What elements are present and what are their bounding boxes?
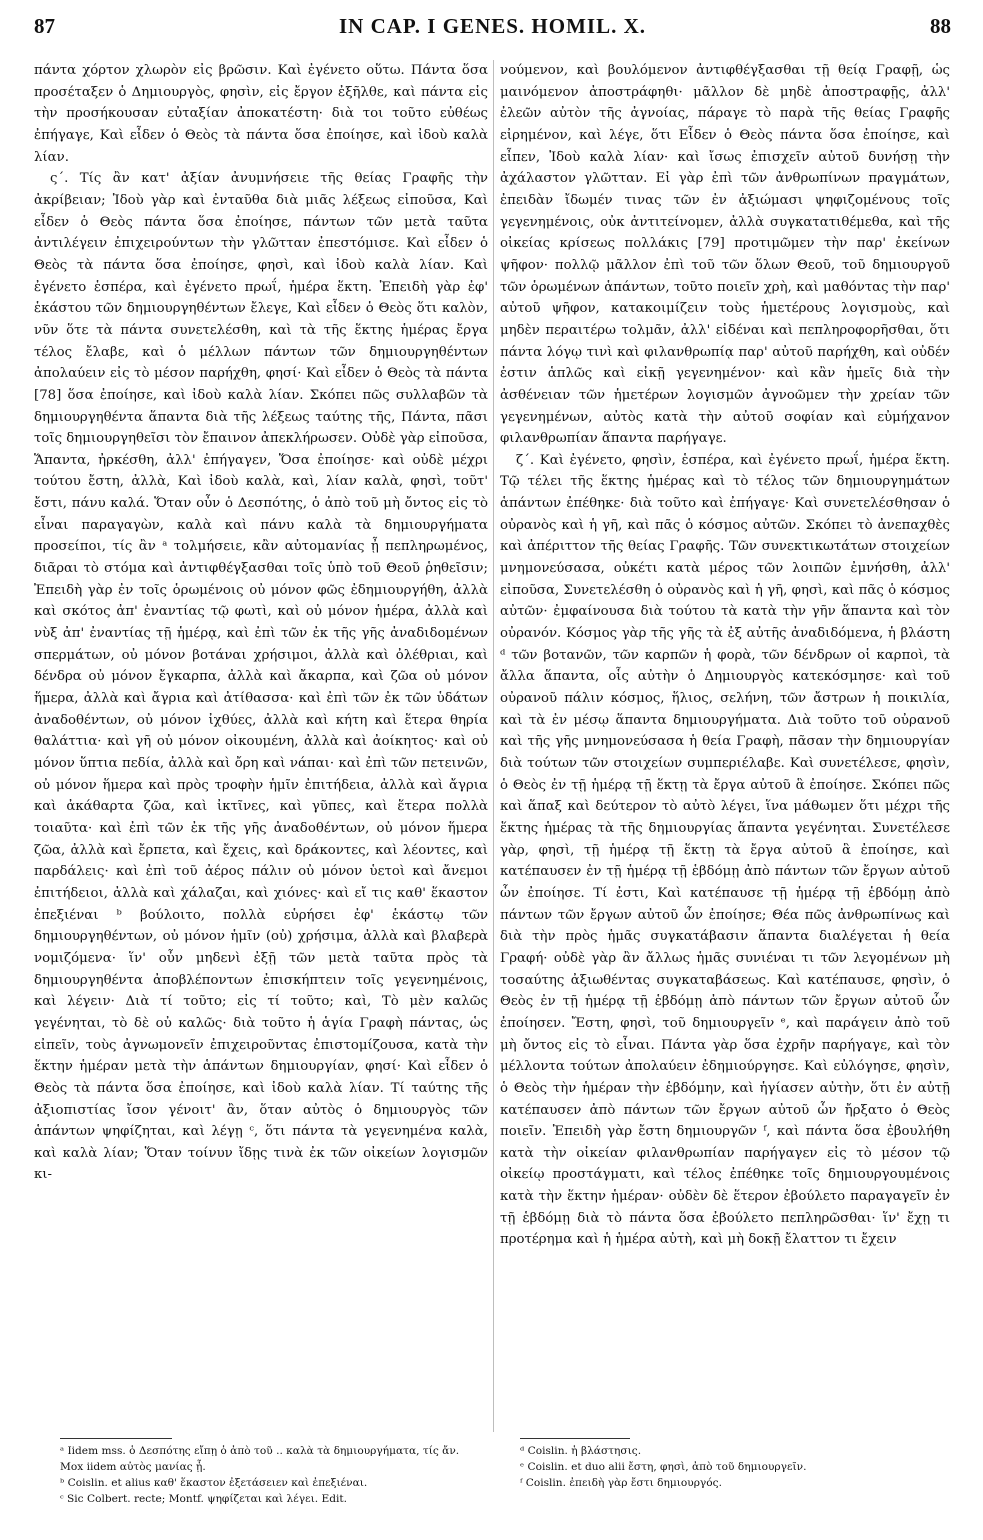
right-paragraph-2: ζ΄. Καὶ ἐγένετο, φησὶν, ἑσπέρα, καὶ ἐγένετο πρωΐ, ἡμέρα ἕκτη. Τῷ τέλει τῆς ἕκτης ἡμέρας καὶ τὸ τέλος τῶν δημιουργημάτων ἁπάντων ἐπέθηκε· διὰ τοῦτο καὶ ἐπήγαγε· Καὶ συνετελέσθησαν ὁ οὐρανὸς καὶ ἡ γῆ, καὶ πᾶς ὁ κόσμος αὐτῶν. Σκόπει τὸ ἀνεπαχθὲς καὶ ἀπέριττον τῆς θείας Γραφῆς. Τῶν συνεκτικωτάτων στοιχείων μνημονεύσασα, οὐκέτι κατὰ μέρος τῶν λοιπῶν ἐμνήσθη, ἀλλ' εἰποῦσα, Συνετελέσθη ὁ οὐρανὸς καὶ ἡ γῆ, φησὶ, καὶ πᾶς ὁ κόσμος αὐτῶν· ἐμφαίνουσα διὰ τούτου τὰ κατὰ τὴν γῆν ἅπαντα καὶ τὸν οὐρανόν. Κόσμος γὰρ τῆς γῆς τὰ ἐξ αὐτῆς ἀναδιδόμενα, ἡ βλάστη ᵈ τῶν βοτανῶν, τῶν καρπῶν ἡ φορὰ, τῶν δένδρων οἱ καρποὶ, τὰ ἄλλα ἅπαντα, οἷς αὐτὴν ὁ Δημιουργὸς κατεκόσμησε· καὶ τοῦ οὐρανοῦ πάλιν κόσμος, ἥλιος, σελήνη, τῶν ἄστρων ἡ ποικιλία, καὶ τὰ ἐν μέσῳ ἅπαντα δημιουργήματα. Διὰ τοῦτο τοῦ οὐρανοῦ καὶ τῆς γῆς μνημονεύσασα ἡ θεία Γραφὴ, πᾶσαν τὴν δημιουργίαν διὰ τούτων τῶν στοιχείων συμπεριέλαβε. Καὶ συνετέλεσε, φησὶν, ὁ Θεὸς ἐν τῇ ἡμέρᾳ τῇ ἕκτῃ τὰ ἔργα αὐτοῦ ἃ ἐποίησε. Σκόπει πῶς καὶ ἅπαξ καὶ δεύτερον τὸ αὐτὸ λέγει, ἵνα μάθωμεν ὅτι μέχρι τῆς ἕκτης ἡμέρας τὰ τῆς δημιουργίας ἅπαντα γεγένηται. Συνετέλεσε γὰρ, φησὶ, τῇ ἡμέρᾳ τῇ ἕκτῃ τὰ ἔργα αὐτοῦ ἃ ἐποίησε, καὶ κατέπαυσεν ἐν τῇ ἡμέρᾳ τῇ ἑβδόμῃ ἀπὸ πάντων τῶν ἔργων αὐτοῦ ὧν ἐποίησε. Τί ἐστι, Καὶ κατέπαυσε τῇ ἡμέρᾳ τῇ ἑβδόμῃ ἀπὸ πάντων τῶν ἔργων αὐτοῦ ὧν ἐποίησε; Θέα πῶς ἀνθρωπίνως καὶ διὰ τὴν πρὸς ἡμᾶς συγκατάβασιν ἅπαντα διαλέγεται ἡ θεία Γραφή· οὐδὲ γὰρ ἂν ἄλλως ἡμᾶς συνιέναι τι τῶν λεγομένων μὴ τοσαύτης ἀξιωθέντας συγκαταβάσεως. Καὶ κατέπαυσε, φησὶν, ὁ Θεὸς ἐν τῇ ἡμέρᾳ τῇ ἑβδόμῃ ἀπὸ πάντων τῶν ἔργων αὐτοῦ ὧν ἐποίησεν. Ἔστη, φησὶ, τοῦ δημιουργεῖν ᵉ, καὶ παράγειν ἀπὸ τοῦ μὴ ὄντος εἰς τὸ εἶναι. Πάντα γὰρ ὅσα ἐχρῆν παρήγαγε, καὶ τὸν μέλλοντα τούτων ἀπολαύειν ἐδημιούργησε. Καὶ εὐλόγησε, φησὶν, ὁ Θεὸς τὴν ἡμέραν τὴν ἑβδόμην, καὶ ἡγίασεν αὐτὴν, ὅτι ἐν αὐτῇ κατέπαυσεν ἀπὸ πάντων τῶν ἔργων αὐτοῦ ὧν ἤρξατο ὁ Θεὸς ποιεῖν. Ἐπειδὴ γὰρ ἔστη δημιουργῶν ᶠ, καὶ πάντα ὅσα ἐβουλήθη κατὰ τὴν οἰκείαν φιλανθρωπίαν παρήγαγεν εἰς τὸ μέσον τῷ οἰκείῳ προστάγματι, καὶ τέλος ἐπέθηκε τοῖς δημιουργουμένοις κατὰ τὴν ἕκτην ἡμέραν· οὐδὲν δὲ ἕτερον ἐβούλετο παραγαγεῖν ἐν τῇ ἑβδόμῃ διὰ τὸ πάντα ὅσα ἐβούλετο πεπληρῶσθαι· ἵν' ἔχῃ τι προτέρημα καὶ ἡ ἡμέρα αὐτὴ, καὶ μὴ δοκῇ ἔλαττον τι ἔχειν <box>500 452 950 1248</box>
footnotes-right <box>520 1443 950 1491</box>
right-column <box>500 60 950 1435</box>
left-column <box>34 60 488 1435</box>
running-header <box>34 14 951 44</box>
footnote-f: ᶠ Coislin. ἐπειδὴ γὰρ ἔστι δημιουργός. <box>520 1477 722 1489</box>
footnote-e: ᵉ Coislin. et duo alii ἔστη, φησὶ, ἀπὸ τοῦ δημιουργεῖν. <box>520 1461 807 1473</box>
footnotes-left <box>60 1443 485 1507</box>
running-title: IN CAP. I GENES. HOMIL. X. <box>338 14 647 38</box>
page-number-left: 87 <box>34 14 55 38</box>
footnote-a: ᵃ Iidem mss. ὁ Δεσπότης εἴπῃ ὁ ἀπὸ τοῦ .. καλὰ τὰ δημιουργήματα, τίς ἄν. Mox iidem αὐτὸς μανίας ᾖ. <box>60 1445 460 1473</box>
right-paragraph-1: νούμενον, καὶ βουλόμενον ἀντιφθέγξασθαι τῇ θείᾳ Γραφῇ, ὡς μαινόμενον ἀποστράφηθι· μᾶλλον δὲ μηδὲ ἀποστραφῇς, ἀλλ' ἐλεῶν αὐτὸν τῆς ἀγνοίας, πάραγε τὸ παρὰ τῆς θείας Γραφῆς εἰρημένον, καὶ λέγε, ὅτι Εἶδεν ὁ Θεὸς πάντα ὅσα ἐποίησε, καὶ εἶπεν, Ἰδοὺ καλὰ λίαν· καὶ ἴσως ἐπισχεῖν αὐτοῦ δυνήσῃ τὴν ἀχάλαστον γλῶτταν. Εἰ γὰρ ἐπὶ τῶν ἀνθρωπίνων πραγμάτων, ἐπειδὰν ἴδωμέν τινας τῶν ἐν ἀξιώμασι ψηφιζομένους τοῖς γεγενημένοις, οὐκ ἀντιτείνομεν, ἀλλὰ συγκατατιθέμεθα, καὶ τῆς οἰκείας κρίσεως πολλάκις [79] προτιμῶμεν τὴν παρ' ἐκείνων ψῆφον· πολλῷ μᾶλλον ἐπὶ τοῦ τῶν ὅλων Θεοῦ, τοῦ δημιουργοῦ τῶν ὁρωμένων ἁπάντων, τοῦτο ποιεῖν χρὴ, καὶ μαθόντας τὴν παρ' αὐτοῦ ψῆφον, κατακοιμίζειν τοὺς ἡμετέρους λογισμοὺς, καὶ μηδὲν περαιτέρω τολμᾶν, ἀλλ' εἰδέναι καὶ πεπληροφορῆσθαι, ὅτι πάντα λόγῳ τινὶ καὶ φιλανθρωπίᾳ παρ' αὐτοῦ παρήχθη, καὶ οὐδέν ἐστιν ἁπλῶς καὶ εἰκῇ γεγενημένον· καὶ κἂν ἡμεῖς διὰ τὴν ἀσθένειαν τῶν ἡμετέρων λογισμῶν ἀγνοῶμεν τὴν χρείαν τῶν γεγενημένων, αὐτὸς κατὰ τὴν αὐτοῦ σοφίαν καὶ εὐμήχανον φιλανθρωπίαν ἅπαντα παρήγαγε. <box>500 63 950 447</box>
column-divider <box>493 60 494 1432</box>
footnote-b: ᵇ Coislin. et alius καθ' ἕκαστον ἐξετάσειεν καὶ ἐπεξιέναι. <box>60 1477 368 1489</box>
footnote-rule-left <box>60 1438 172 1439</box>
left-paragraph-2: ς΄. Τίς ἂν κατ' ἀξίαν ἀνυμνήσειε τῆς θείας Γραφῆς τὴν ἀκρίβειαν; Ἰδοὺ γὰρ καὶ ἐνταῦθα διὰ μιᾶς λέξεως εἰποῦσα, Καὶ εἶδεν ὁ Θεὸς πάντα ὅσα ἐποίησε, πάντων τῶν μετὰ ταῦτα ἀντιλέγειν ἐπιχειρούντων τὴν γλῶτταν ἐπεστόμισε. Καὶ εἶδεν ὁ Θεὸς τὰ πάντα ὅσα ἐποίησε, φησὶ, καὶ ἰδοὺ καλὰ λίαν. Καὶ ἐγένετο ἑσπέρα, καὶ ἐγένετο πρωΐ, ἡμέρα ἕκτη. Ἐπειδὴ γὰρ ἐφ' ἑκάστου τῶν δημιουργηθέντων ἔλεγε, Καὶ εἶδεν ὁ Θεὸς ὅτι καλὸν, νῦν ὅτε τὰ πάντα συνετελέσθη, καὶ τὰ τῆς ἕκτης ἡμέρας ἔργα τέλος ἔλαβε, καὶ ὁ μέλλων πάντων τῶν δημιουργηθέντων ἀπολαύειν εἰς τὸ μέσον παρήχθη, φησί· Καὶ εἶδεν ὁ Θεὸς τὰ πάντα [78] ὅσα ἐποίησε, καὶ ἰδοὺ καλὰ λίαν. Σκόπει πῶς συλλαβῶν τὰ δημιουργηθέντα ἅπαντα διὰ τῆς λέξεως ταύτης τῆς, Πάντα, πᾶσι τοῖς δημιουργηθεῖσι τὸν ἔπαινον ἀπεκλήρωσεν. Οὐδὲ γὰρ εἰποῦσα, Ἅπαντα, ἠρκέσθη, ἀλλ' ἐπήγαγεν, Ὅσα ἐποίησε· καὶ οὐδὲ μέχρι τούτου ἔστη, ἀλλὰ, Καὶ ἰδοὺ καλὰ, καὶ, λίαν καλὰ, φησὶ, τοῦτ' ἔστι, πάνυ καλά. Ὅταν οὖν ὁ Δεσπότης, ὁ ἀπὸ τοῦ μὴ ὄντος εἰς τὸ εἶναι παραγαγὼν, καλὰ καὶ πάνυ καλὰ τὰ δημιουργήματα προσείποι, τίς ἂν ᵃ τολμήσειε, κἂν αὐτομανίας ᾖ πεπληρωμένος, διᾶραι τὸ στόμα καὶ ἀντιφθέγξασθαι τοῖς ὑπὸ τοῦ Θεοῦ ῥηθεῖσιν; Ἐπειδὴ γὰρ ἐν τοῖς ὁρωμένοις οὐ μόνον φῶς ἐδημιουργήθη, ἀλλὰ καὶ σκότος ἀπ' ἐναντίας τῷ φωτὶ, καὶ οὐ μόνον ἡμέρα, ἀλλὰ καὶ νὺξ ἀπ' ἐναντίας τῇ ἡμέρᾳ, καὶ ἐπὶ τῶν ἐκ τῆς γῆς ἀναδιδομένων σπερμάτων, οὐ μόνον βοτάναι χρήσιμοι, ἀλλὰ καὶ ὀλέθριαι, καὶ δένδρα οὐ μόνον ἔγκαρπα, ἀλλὰ καὶ ἄκαρπα, καὶ ζῶα οὐ μόνον ἥμερα, ἀλλὰ καὶ ἄγρια καὶ ἀτίθασσα· καὶ ἐπὶ τῶν ἐκ τῶν ὑδάτων ἀναδοθέντων, οὐ μόνον ἰχθύες, ἀλλὰ καὶ κήτη καὶ ἕτερα θηρία θαλάττια· καὶ γῆ οὐ μόνον οἰκουμένη, ἀλλὰ καὶ ἀοίκητος· καὶ οὐ μόνον ὕπτια πεδία, ἀλλὰ καὶ ὄρη καὶ νάπαι· καὶ ἐπὶ τῶν πετεινῶν, οὐ μόνον ἥμερα καὶ πρὸς τροφὴν ἡμῖν ἐπιτήδεια, ἀλλὰ καὶ ἄγρια καὶ ἀκάθαρτα ζῶα, καὶ ἰκτῖνες, καὶ γῦπες, καὶ ἕτερα πολλὰ τοιαῦτα· καὶ ἐπὶ τῶν ἐκ τῆς γῆς ἀναδοθέντων, οὐ μόνον ἥμερα ζῶα, ἀλλὰ καὶ ἔρπετα, καὶ ἔχεις, καὶ δράκοντες, καὶ λέοντες, καὶ παρδάλεις· καὶ ἐπὶ τοῦ ἀέρος πάλιν οὐ μόνον ὑετοὶ καὶ ἄνεμοι ἐπιτήδειοι, ἀλλὰ καὶ χάλαζαι, καὶ χιόνες· καὶ εἴ τις καθ' ἕκαστον ἐπεξιέναι ᵇ βούλοιτο, πολλὰ εὑρήσει ἐφ' ἑκάστῳ τῶν δημιουργηθέντων, οὐ μόνον ἡμῖν (οὐ) χρήσιμα, ἀλλὰ καὶ βλαβερὰ νομιζόμενα· ἵν' οὖν μηδενὶ ἐξῇ τῶν μετὰ ταῦτα πρὸς τὰ δημιουργηθέντα ἀποβλέποντων ἐπισκήπτειν τοῖς γεγενημένοις, καὶ λέγειν· Διὰ τί τοῦτο; εἰς τί τοῦτο; καὶ, Τὸ μὲν καλῶς γεγένηται, τὸ δὲ οὐ καλῶς· διὰ τοῦτο ἡ ἁγία Γραφὴ πάντας, ὡς εἰπεῖν, τοὺς ἀγνωμονεῖν ἐπιχειροῦντας ἐπιστομίζουσα, κατὰ τὴν ἕκτην ἡμέραν μετὰ τὴν ἁπάντων δημιουργίαν, φησί· Καὶ εἶδεν ὁ Θεὸς τὰ πάντα ὅσα ἐποίησε, καὶ ἰδοὺ καλὰ λίαν. Τί ταύτης τῆς ἀξιοπιστίας ἴσον γένοιτ' ἂν, ὅταν αὐτὸς ὁ δημιουργὸς τῶν ἁπάντων ψηφίζηται, καὶ λέγῃ ᶜ, ὅτι πάντα τὰ γεγενημένα καλὰ, καὶ καλὰ λίαν; Ὅταν τοίνυν ἴδῃς τινὰ ἐκ τῶν οἰκείων λογισμῶν κι- <box>34 171 488 1183</box>
left-paragraph-1: πάντα χόρτον χλωρὸν εἰς βρῶσιν. Καὶ ἐγένετο οὕτω. Πάντα ὅσα προσέταξεν ὁ Δημιουργὸς, φησὶν, εἰς ἔργον ἐξῆλθε, καὶ πάντα εἰς τὴν προσήκουσαν εὐταξίαν ἀποκατέστη· διὰ τοι τοῦτο εὐθέως ἐπήγαγε, Καὶ εἶδεν ὁ Θεὸς τὰ πάντα ὅσα ἐποίησε, καὶ ἰδοὺ καλὰ λίαν. <box>34 63 488 165</box>
footnote-rule-right <box>520 1438 630 1439</box>
footnote-c: ᶜ Sic Colbert. recte; Montf. ψηφίζεται καὶ λέγει. Edit. <box>60 1493 347 1505</box>
page-number-right: 88 <box>930 14 951 38</box>
footnote-d: ᵈ Coislin. ἡ βλάστησις. <box>520 1445 642 1457</box>
